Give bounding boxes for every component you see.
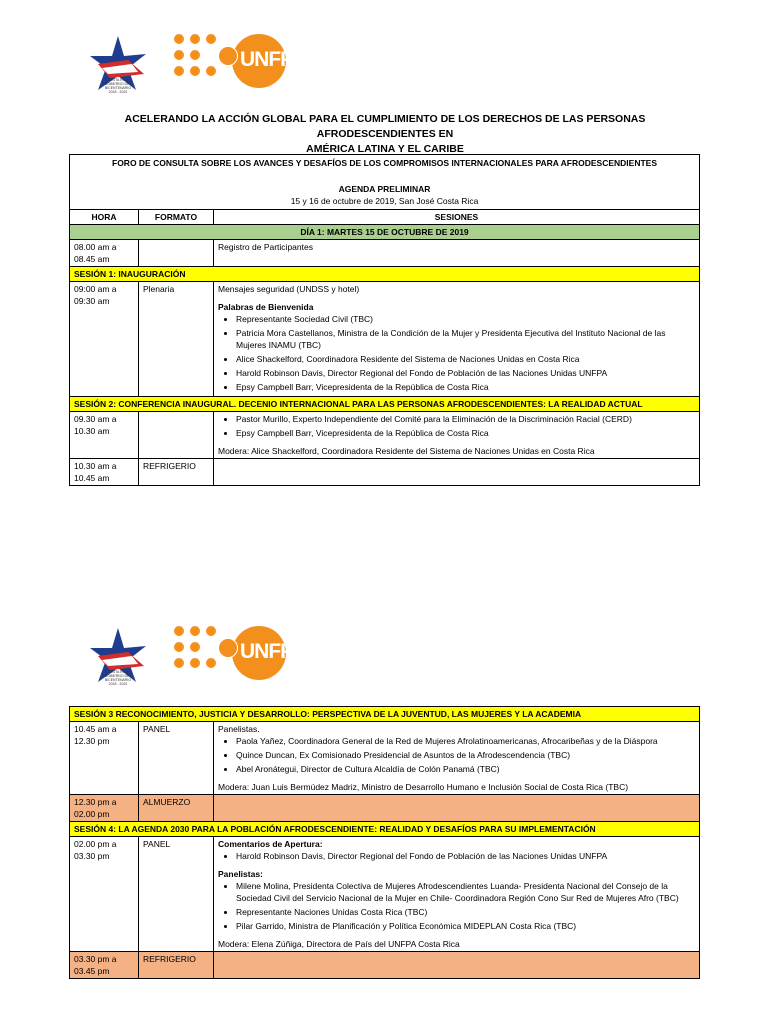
table-row: 09:00 am a 09:30 am Plenaria Mensajes seguridad (UNDSS y hotel) Palabras de Bienvenida • Representante Sociedad Civil (TBC) • Patricia Mora Castellanos, Ministra de la Condición de la Mujer y Presidenta Ejecutiva del Instituto Nacional de las Mujeres INAMU (TBC) • Alice Shackelford, Coordinadora Residente del Sistema de Naciones Unidas en Costa Rica • Harold Robinson Davis, Director Regional del Fondo de Población de las Naciones Unidas UNFPA • Epsy Campbell Barr, Vicepresidenta de la República de Costa Rica [70, 282, 700, 397]
session-header: SESIÓN 1: INAUGURACIÓN [70, 267, 700, 282]
costa-rica-caption: COSTA RICA GOBIERNO DEL BICENTENARIO 2018 - 2022 [104, 78, 132, 94]
un-emblem-icon [218, 638, 238, 658]
table-row: 02.00 pm a 03.30 pm PANEL Comentarios de Apertura: • Harold Robinson Davis, Director Regional del Fondo de Población de las Naciones Unidas UNFPA Panelistas: • Milene Molina, Presidenta Colectiva de Mujeres Afrodescendientes Luanda- Presidenta Nacional del Consejo de la Sociedad Civil del Servicio Nacional de la Mujer en Chile- Coordinadora Región Cono Sur Red de Mujeres Afro (TBC) • Representante Naciones Unidas Costa Rica (TBC) • Pilar Garrido, Ministra de Planificación y Política Económica MIDEPLAN Costa Rica (TBC) Modera: Elena Zúñiga, Directora de País del UNFPA Costa Rica [70, 837, 700, 952]
session-header: SESIÓN 3 RECONOCIMIENTO, JUSTICIA Y DESARROLLO: PERSPECTIVA DE LA JUVENTUD, LAS MUJERES Y LA ACADEMIA [70, 707, 700, 722]
table-row: 03.30 pm a 03.45 pm REFRIGERIO [70, 952, 700, 979]
document-title: ACELERANDO LA ACCIÓN GLOBAL PARA EL CUMPLIMIENTO DE LOS DERECHOS DE LAS PERSONAS AFRODESCENDIENTES EN AMÉRICA LATINA Y EL CARIBE [124, 113, 646, 155]
un-emblem-icon [218, 46, 238, 66]
col-formato: FORMATO [139, 210, 214, 225]
unfpa-logo: UNFPA [174, 34, 294, 90]
col-sesiones: SESIONES [214, 210, 700, 225]
col-hora: HORA [70, 210, 139, 225]
table-row: 10.45 am a 12.30 pm PANEL Panelistas. • Paola Yañez, Coordinadora General de la Red de Mujeres Afrolatinoamericanas, Afrocaribeñas y de la Diáspora • Quince Duncan, Ex Comisionado Presidencial de Asuntos de la Afrodescendencia (TBC) • Abel Aronátegui, Director de Cultura Alcaldía de Colón Panamá (TBC) Modera: Juan Luis Bermúdez Madriz, Ministro de Desarrollo Humano e Inclusión Social de Costa Rica (TBC) [70, 722, 700, 795]
table-row: 09.30 am a 10.30 am • Pastor Murillo, Experto Independiente del Comité para la Eliminación de la Discriminación Racial (CERD) • Epsy Campbell Barr, Vicepresidenta de la República de Costa Rica Modera: Alice Shackelford, Coordinadora Residente del Sistema de Naciones Unidas en Costa Rica [70, 412, 700, 459]
session-header: SESIÓN 4: LA AGENDA 2030 PARA LA POBLACIÓN AFRODESCENDIENTE: REALIDAD Y DESAFÍOS PARA SU IMPLEMENTACIÓN [70, 822, 700, 837]
day-header: DÍA 1: MARTES 15 DE OCTUBRE DE 2019 [70, 225, 700, 240]
table-row: 10.30 am a 10.45 am REFRIGERIO [70, 459, 700, 486]
table-row: 08.00 am a 08.45 am Registro de Participantes [70, 240, 700, 267]
costa-rica-caption: COSTA RICA GOBIERNO DEL BICENTENARIO 2018 - 2022 [104, 670, 132, 686]
agenda-table-day1 [69, 154, 700, 486]
table-header-block: FORO DE CONSULTA SOBRE LOS AVANCES Y DESAFÍOS DE LOS COMPROMISOS INTERNACIONALES PARA AFRODESCENDIENTES AGENDA PRELIMINAR 15 y 16 de octubre de 2019, San José Costa Rica [70, 155, 700, 210]
agenda-table-sessions [69, 706, 700, 979]
table-row: 12.30 pm a 02.00 pm ALMUERZO [70, 795, 700, 822]
session-header: SESIÓN 2: CONFERENCIA INAUGURAL. DECENIO INTERNACIONAL PARA LAS PERSONAS AFRODESCENDIENTES: LA REALIDAD ACTUAL [70, 397, 700, 412]
unfpa-logo: UNFPA [174, 626, 294, 682]
